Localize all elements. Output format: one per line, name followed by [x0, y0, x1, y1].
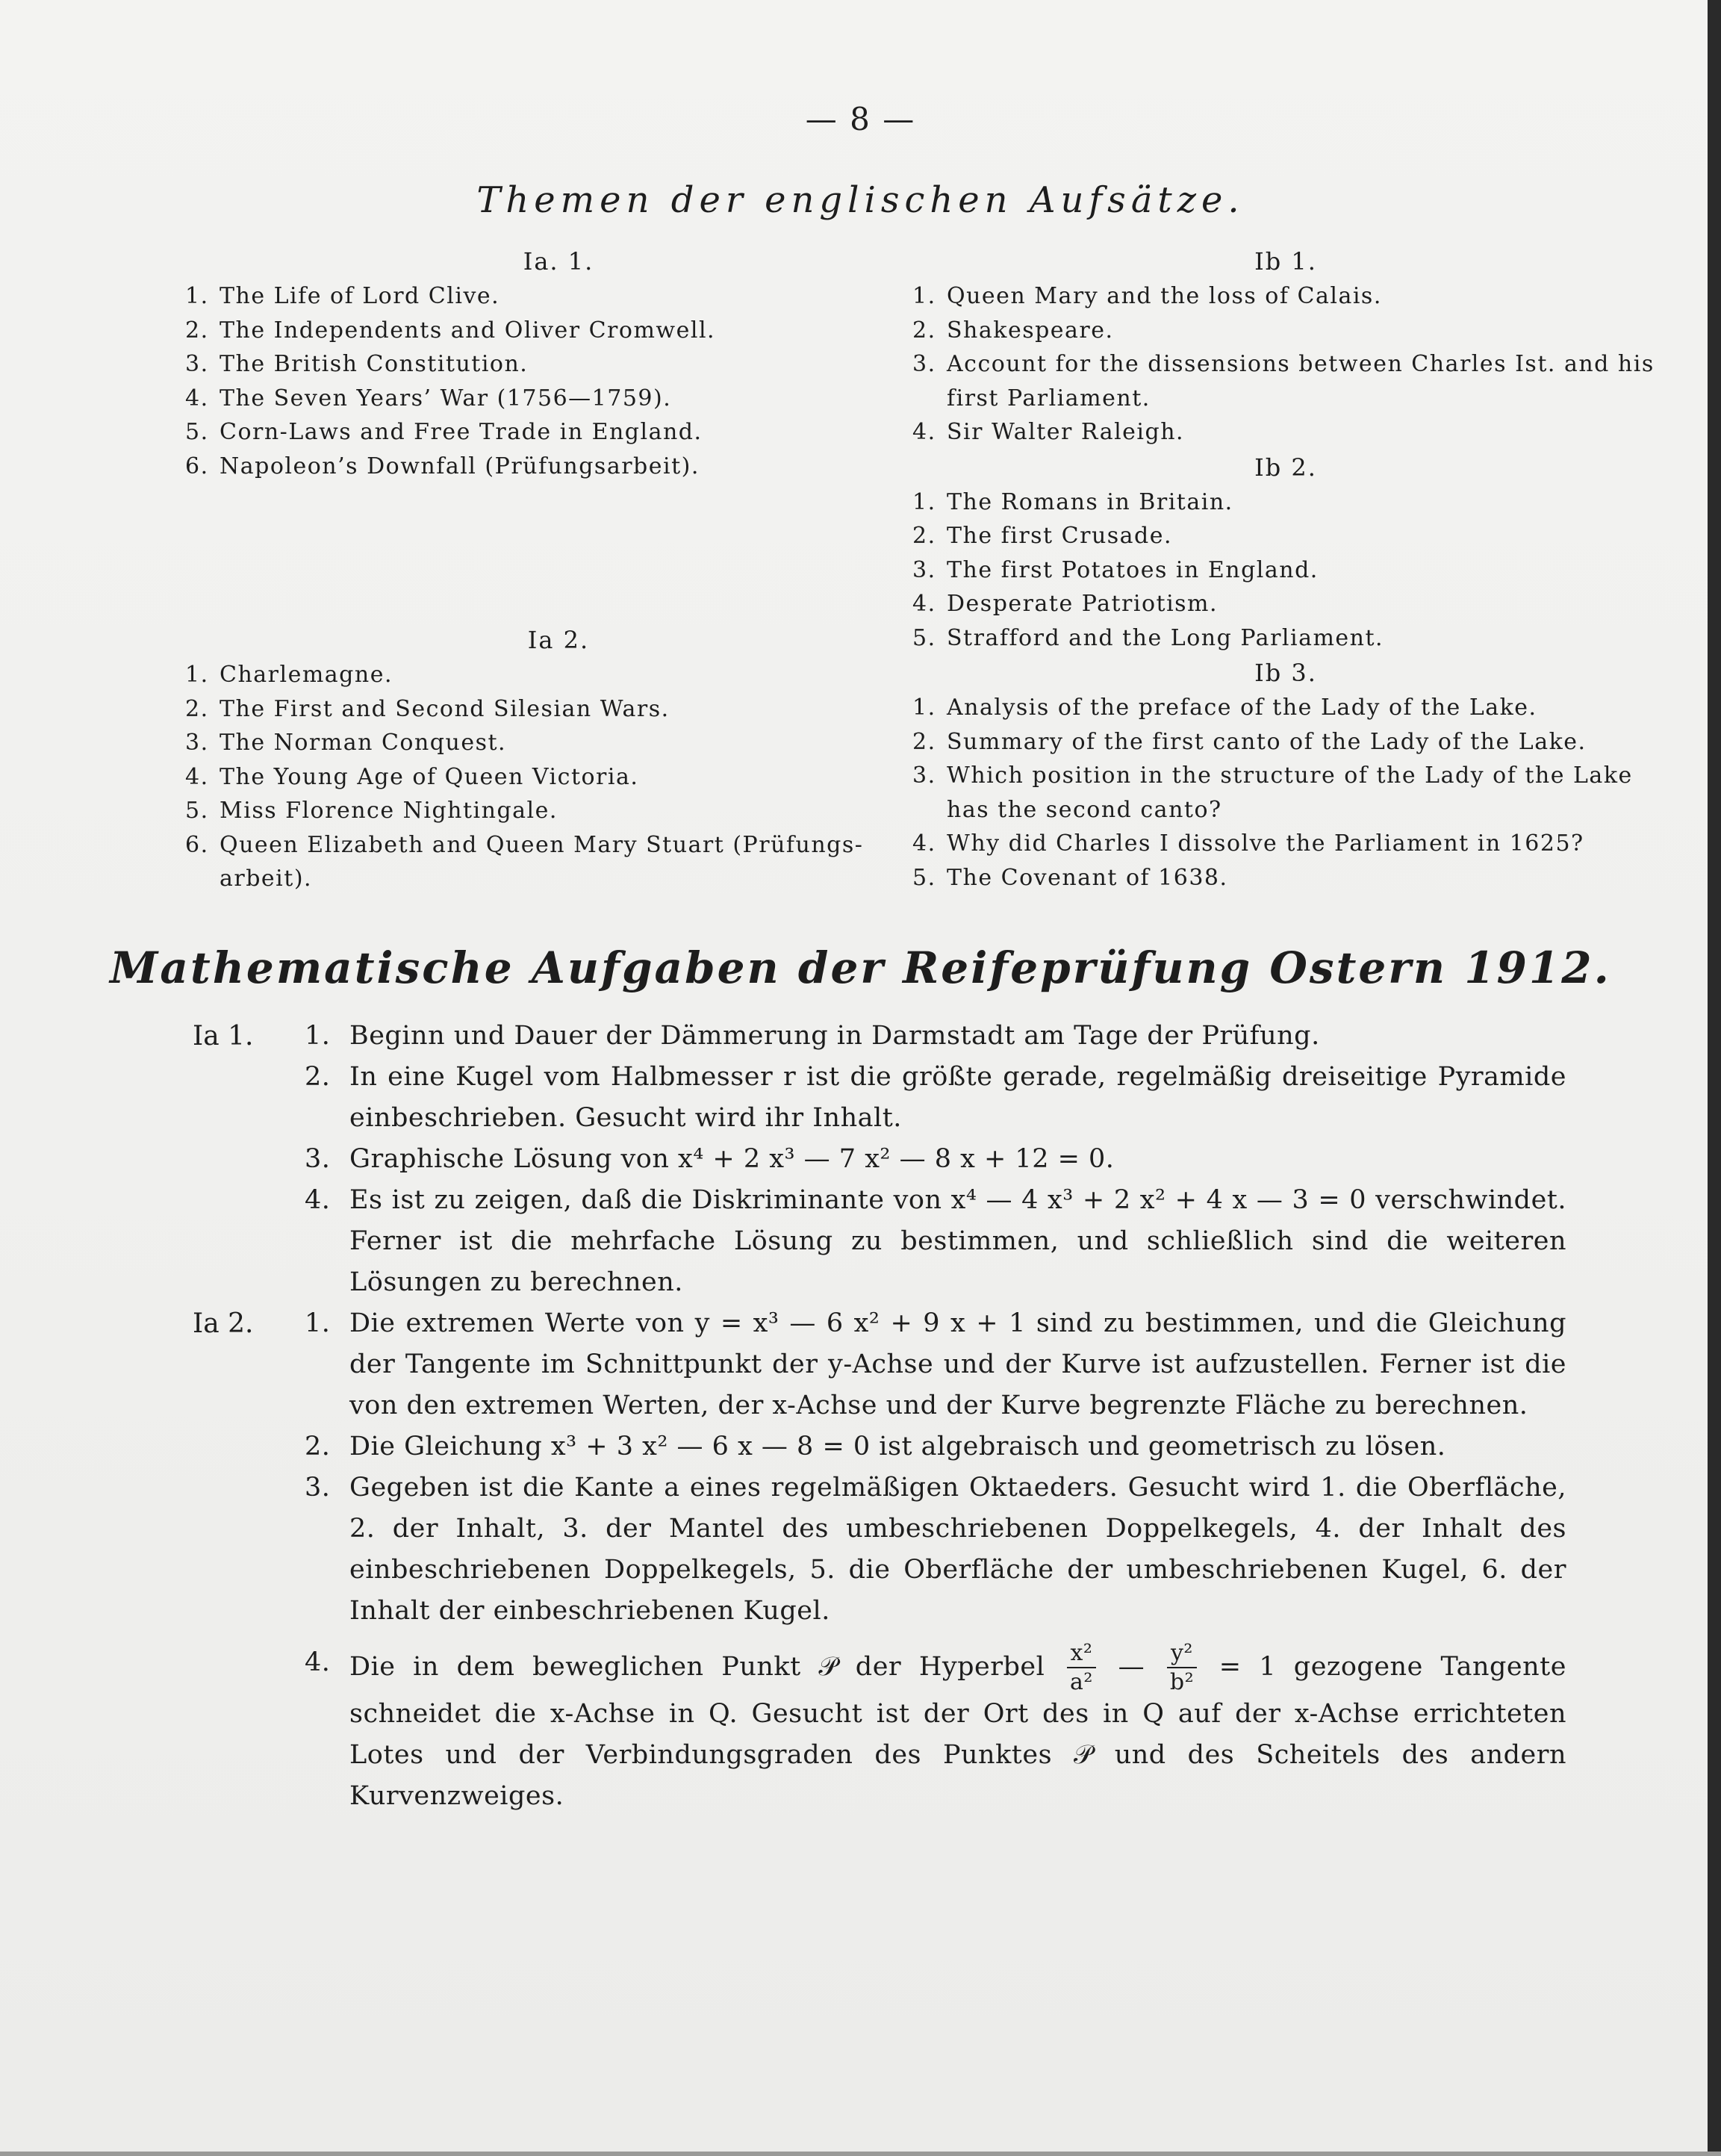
item-number: 2.	[912, 523, 936, 549]
list-item	[912, 861, 1659, 895]
page-number: — 8 —	[805, 101, 916, 137]
item-text: The first Potatoes in England.	[947, 556, 1319, 583]
item-text: Strafford and the Long Parliament.	[947, 624, 1384, 651]
scan-edge-right	[1708, 0, 1721, 2156]
problem-item	[305, 1139, 1566, 1180]
item-text: Sir Walter Raleigh.	[947, 419, 1185, 445]
list-item	[185, 382, 932, 416]
list-item	[912, 725, 1659, 759]
problem-number: 3.	[305, 1144, 331, 1174]
item-number: 5.	[185, 798, 209, 824]
list-item	[912, 485, 1659, 520]
fraction-numerator: y²	[1167, 1642, 1197, 1668]
item-number: 1.	[185, 283, 209, 309]
scan-edge-bottom	[0, 2152, 1721, 2156]
item-text: Account for the dissensions between Charles Ist. and his first Parliament.	[947, 351, 1655, 411]
problem-number: 2.	[305, 1432, 331, 1461]
list-ia1	[185, 279, 932, 483]
item-number: 3.	[185, 730, 209, 756]
fraction-x2-a2	[1067, 1642, 1096, 1694]
item-text: The Covenant of 1638.	[947, 864, 1228, 891]
item-number: 3.	[912, 762, 936, 789]
math-problems	[193, 1016, 1566, 1817]
item-text: Charlemagne.	[220, 662, 393, 688]
list-item	[185, 347, 932, 382]
list-item	[912, 519, 1659, 553]
problem-list-ia2	[305, 1303, 1566, 1632]
problem-number: 1.	[305, 1021, 331, 1051]
problem-text: Die Gleichung x³ + 3 x² — 6 x — 8 = 0 ist algebraisch und geometrisch zu lösen.	[349, 1432, 1446, 1461]
item-text: The first Crusade.	[947, 523, 1173, 549]
list-item	[185, 794, 932, 828]
item-text: The Norman Conquest.	[220, 730, 507, 756]
problem-number: 4.	[305, 1185, 331, 1215]
problem-number: 4.	[305, 1647, 331, 1677]
list-item	[185, 450, 932, 484]
item-text: The Romans in Britain.	[947, 488, 1233, 515]
problem-list-ia1	[305, 1016, 1566, 1303]
fraction-denominator: a²	[1070, 1669, 1093, 1695]
list-item	[912, 347, 1659, 415]
fraction-numerator: x²	[1067, 1642, 1096, 1668]
block-ia1	[193, 1016, 1566, 1303]
list-item	[912, 314, 1659, 348]
list-item	[185, 760, 932, 795]
math-heading: Mathematische Aufgaben der Reifeprüfung Ostern 1912.	[110, 942, 1611, 993]
list-item	[185, 658, 932, 692]
list-item	[912, 553, 1659, 588]
problem-text: Die extremen Werte von y = x³ — 6 x² + 9 x + 1 sind zu bestimmen, und die Gleichung der Tangente im Schnittpunkt der y-Achse und der Kurve ist aufzustellen. Ferner ist die von den extremen Werten, der x-Achse und der Kurve begrenzte Fläche zu berechnen.	[349, 1308, 1566, 1420]
group-title-ia2: Ia 2.	[527, 626, 590, 654]
item-number: 4.	[912, 830, 936, 857]
problem-text: Graphische Lösung von x⁴ + 2 x³ — 7 x² — 8 x + 12 = 0.	[349, 1144, 1115, 1174]
item-number: 2.	[185, 317, 209, 344]
item-number: 3.	[912, 351, 936, 377]
item-text: The British Constitution.	[220, 351, 529, 377]
item-text: The Life of Lord Clive.	[220, 283, 500, 309]
item-number: 2.	[185, 695, 209, 722]
item-number: 6.	[185, 453, 209, 479]
problem-item	[305, 1016, 1566, 1057]
problem-text	[349, 1642, 1566, 1817]
problem-item	[305, 1303, 1566, 1426]
block-label-ia2: Ia 2.	[193, 1308, 254, 1339]
list-item	[912, 759, 1659, 827]
list-item	[185, 726, 932, 760]
item-number: 4.	[185, 763, 209, 790]
problem-number: 1.	[305, 1308, 331, 1338]
problem-item	[305, 1057, 1566, 1139]
item-text: Summary of the first canto of the Lady of the Lake.	[947, 728, 1587, 755]
block-label-ia1: Ia 1.	[193, 1021, 254, 1051]
list-item	[185, 314, 932, 348]
spacer	[185, 483, 932, 622]
list-item	[912, 827, 1659, 861]
list-item	[912, 587, 1659, 621]
list-item	[185, 279, 932, 314]
list-item	[912, 415, 1659, 450]
item-text: Shakespeare.	[947, 317, 1114, 344]
problem-text-pre: Die in dem beweglichen Punkt 𝒫 der Hyperbel	[349, 1652, 1045, 1682]
problem-item	[305, 1426, 1566, 1467]
item-number: 2.	[912, 728, 936, 755]
item-number: 2.	[912, 317, 936, 344]
item-number: 1.	[912, 283, 936, 309]
english-essays-title: Themen der englischen Aufsätze.	[476, 179, 1245, 221]
list-ib1	[912, 279, 1659, 450]
item-text: Queen Elizabeth and Queen Mary Stuart (Prüfungs-arbeit).	[220, 831, 864, 892]
item-text: The First and Second Silesian Wars.	[220, 695, 670, 722]
right-column	[912, 243, 1659, 895]
problem-text: In eine Kugel vom Halbmesser r ist die größte gerade, regelmäßig dreiseitige Pyramide einbeschrieben. Gesucht wird ihr Inhalt.	[349, 1062, 1566, 1133]
item-text: Desperate Patriotism.	[947, 591, 1219, 617]
list-item	[912, 621, 1659, 656]
group-title-ib1: Ib 1.	[1254, 247, 1317, 276]
fraction-y2-b2	[1167, 1642, 1197, 1694]
problem-item	[305, 1180, 1566, 1303]
item-number: 1.	[912, 695, 936, 721]
item-number: 1.	[912, 488, 936, 515]
fraction-denominator: b²	[1169, 1669, 1195, 1695]
item-number: 4.	[912, 419, 936, 445]
problem-list-ia2-wrap	[305, 1303, 1566, 1817]
item-number: 4.	[185, 385, 209, 411]
minus-sign: —	[1118, 1652, 1145, 1682]
list-ia2	[185, 658, 932, 896]
group-title-ia1: Ia. 1.	[523, 247, 594, 276]
list-ib2	[912, 485, 1659, 656]
block-ia2	[193, 1303, 1566, 1817]
item-number: 5.	[912, 624, 936, 651]
list-ib3	[912, 691, 1659, 895]
item-text: The Young Age of Queen Victoria.	[220, 763, 639, 790]
problem-number: 2.	[305, 1062, 331, 1092]
item-number: 3.	[185, 351, 209, 377]
item-text: The Seven Years’ War (1756—1759).	[220, 385, 672, 411]
item-text: Which position in the structure of the Lady of the Lake has the second canto?	[947, 762, 1633, 823]
problem-text: Gegeben ist die Kante a eines regelmäßigen Oktaeders. Gesucht wird 1. die Oberfläche, 2. der Inhalt, 3. der Mantel des umbeschriebenen Doppelkegels, 4. der Inhalt des einbeschriebenen Doppelkegels, 5. die Oberfläche der umbeschriebenen Kugel, 6. der Inhalt der einbeschriebenen Kugel.	[349, 1473, 1566, 1626]
item-number: 4.	[912, 591, 936, 617]
problem-item	[305, 1642, 1566, 1817]
item-text: The Independents and Oliver Cromwell.	[220, 317, 716, 344]
problem-item	[305, 1467, 1566, 1632]
item-number: 5.	[185, 419, 209, 445]
item-text: Napoleon’s Downfall (Prüfungsarbeit).	[220, 453, 700, 479]
list-item	[185, 692, 932, 727]
list-item	[912, 691, 1659, 725]
item-number: 5.	[912, 864, 936, 891]
list-item	[185, 828, 932, 896]
group-title-ib3: Ib 3.	[1254, 659, 1317, 687]
item-number: 3.	[912, 556, 936, 583]
problem-text-post: = 1 gezogene Tangente schneidet die x-Achse in Q. Gesucht ist der Ort des in Q auf der x-Achse errichteten Lotes und der Verbindungsgraden des Punktes 𝒫 und des Scheitels des andern Kurvenzweiges.	[349, 1652, 1566, 1811]
item-text: Why did Charles I dissolve the Parliament in 1625?	[947, 830, 1584, 857]
problem-text: Beginn und Dauer der Dämmerung in Darmstadt am Tage der Prüfung.	[349, 1021, 1320, 1051]
problem-text: Es ist zu zeigen, daß die Diskriminante von x⁴ — 4 x³ + 2 x² + 4 x — 3 = 0 verschwindet. Ferner ist die mehrfache Lösung zu bestimmen, und schließlich sind die weiteren Lösungen zu berechnen.	[349, 1185, 1566, 1297]
item-text: Miss Florence Nightingale.	[220, 798, 558, 824]
item-text: Analysis of the preface of the Lady of the Lake.	[947, 695, 1537, 721]
problem-number: 3.	[305, 1473, 331, 1503]
list-item	[185, 415, 932, 450]
item-text: Queen Mary and the loss of Calais.	[947, 283, 1382, 309]
item-number: 1.	[185, 662, 209, 688]
item-number: 6.	[185, 831, 209, 858]
list-item	[912, 279, 1659, 314]
left-column	[185, 243, 932, 896]
item-text: Corn-Laws and Free Trade in England.	[220, 419, 703, 445]
group-title-ib2: Ib 2.	[1254, 453, 1317, 482]
